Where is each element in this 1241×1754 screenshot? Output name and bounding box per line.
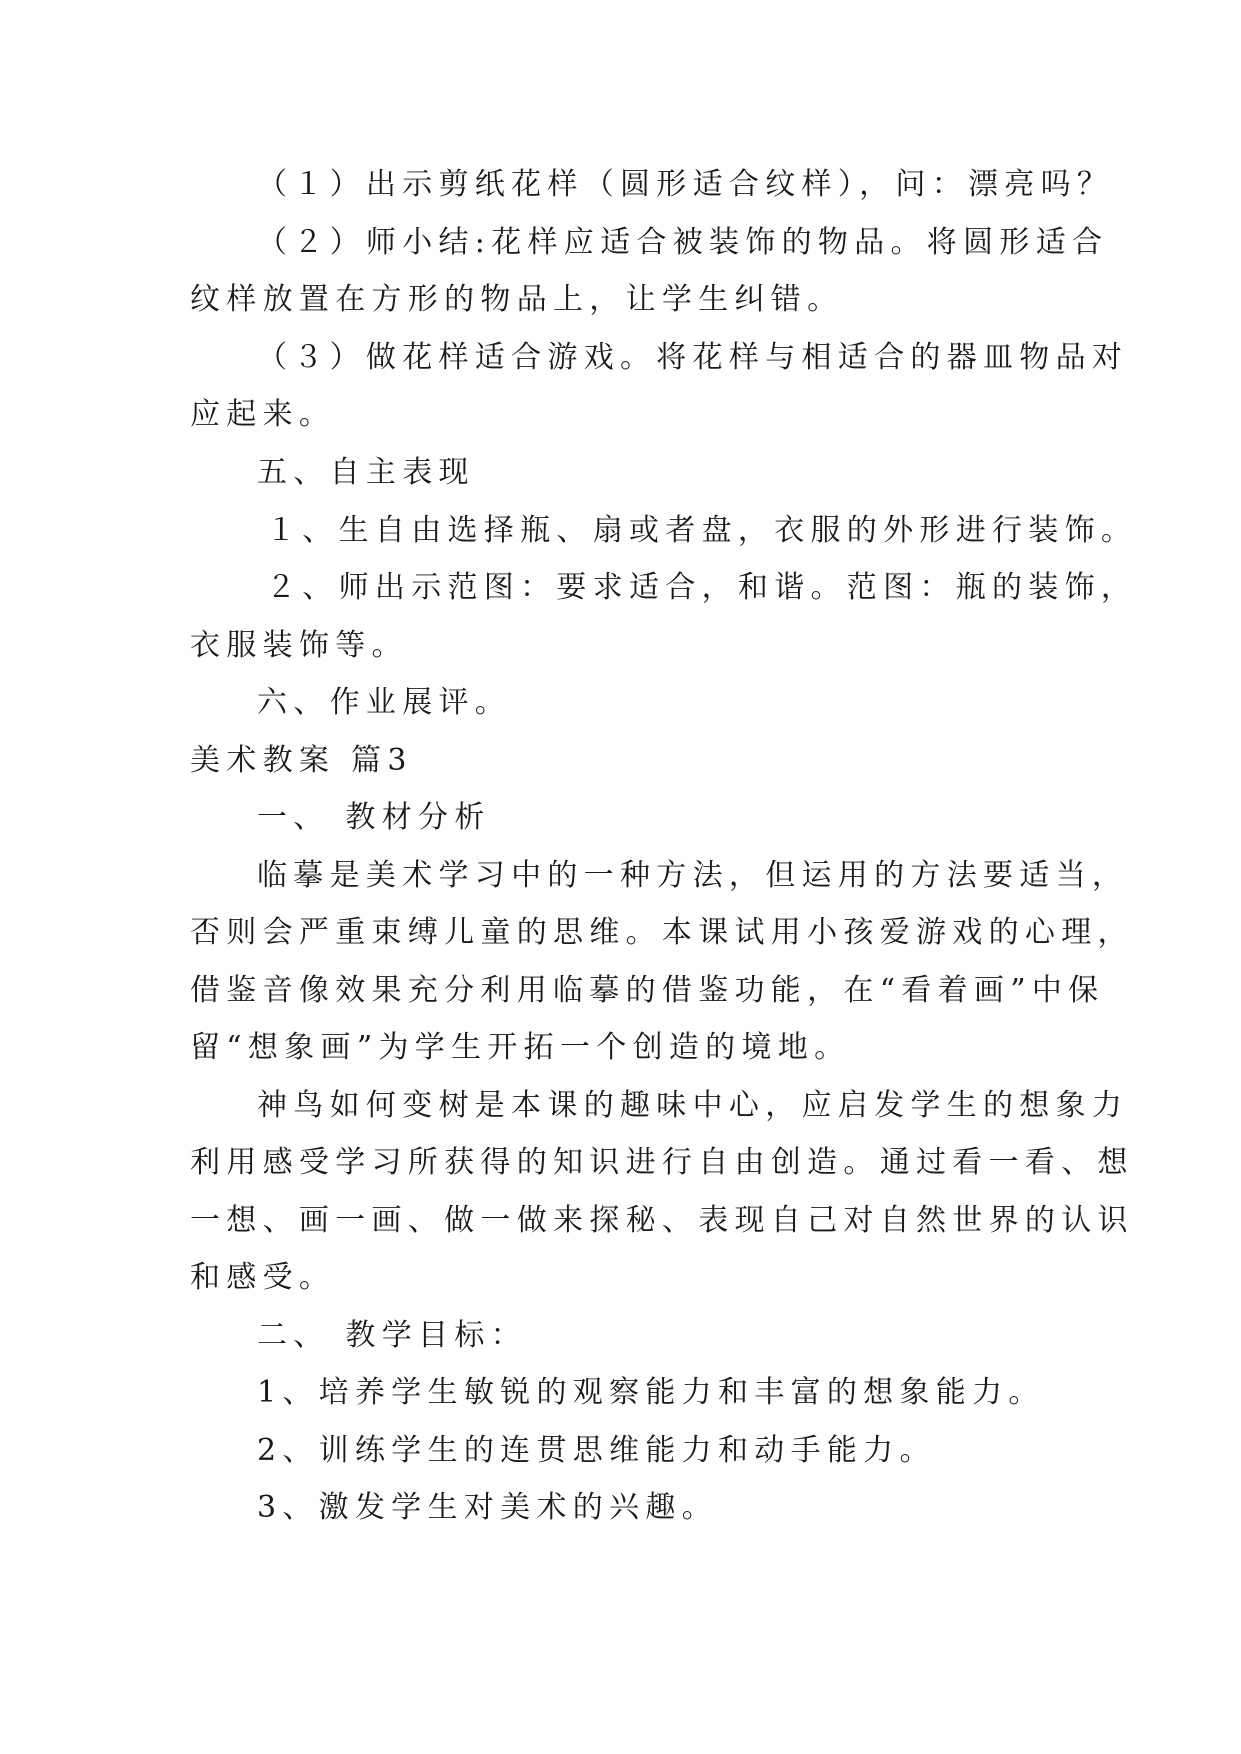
paragraph-line: ２、师出示范图：要求适合，和谐。范图：瓶的装饰， <box>266 570 1138 605</box>
paragraph-line: 否则会严重束缚儿童的思维。本课试用小孩爱游戏的心理， <box>190 915 1134 950</box>
paragraph-line: （２）师小结:花样应适合被装饰的物品。将圆形适合 <box>257 225 1109 260</box>
paragraph-line: 神鸟如何变树是本课的趣味中心，应启发学生的想象力 <box>257 1088 1129 1123</box>
paragraph-line: 和感受。 <box>190 1260 336 1295</box>
section-heading: 六、作业展评。 <box>257 685 512 720</box>
section-heading: 一、 教材分析 <box>257 800 491 835</box>
document-title: 美术教案 篇3 <box>190 743 413 778</box>
list-item: 1、培养学生敏锐的观察能力和丰富的想象能力。 <box>257 1375 1045 1410</box>
paragraph-line: 纹样放置在方形的物品上，让学生纠错。 <box>190 282 844 317</box>
paragraph-line: 借鉴音像效果充分利用临摹的借鉴功能，在“看着画”中保 <box>190 973 1105 1008</box>
paragraph-line: 衣服装饰等。 <box>190 628 408 663</box>
paragraph-line: （１）出示剪纸花样（圆形适合纹样），问：漂亮吗？ <box>257 167 1114 202</box>
paragraph-line: 应起来。 <box>190 397 336 432</box>
paragraph-line: （３）做花样适合游戏。将花样与相适合的器皿物品对 <box>257 340 1129 375</box>
paragraph-line: 留“想象画”为学生开拓一个创造的境地。 <box>190 1030 851 1065</box>
paragraph-line: １、生自由选择瓶、扇或者盘，衣服的外形进行装饰。 <box>266 513 1138 548</box>
paragraph-line: 利用感受学习所获得的知识进行自由创造。通过看一看、想 <box>190 1145 1134 1180</box>
list-item: 2、训练学生的连贯思维能力和动手能力。 <box>257 1433 936 1468</box>
paragraph-line: 临摹是美术学习中的一种方法，但运用的方法要适当， <box>257 858 1129 893</box>
section-heading: 二、 教学目标： <box>257 1318 527 1353</box>
paragraph-line: 一想、画一画、做一做来探秘、表现自己对自然世界的认识 <box>190 1203 1134 1238</box>
list-item: 3、激发学生对美术的兴趣。 <box>257 1490 718 1525</box>
section-heading: 五、自主表现 <box>257 455 475 490</box>
